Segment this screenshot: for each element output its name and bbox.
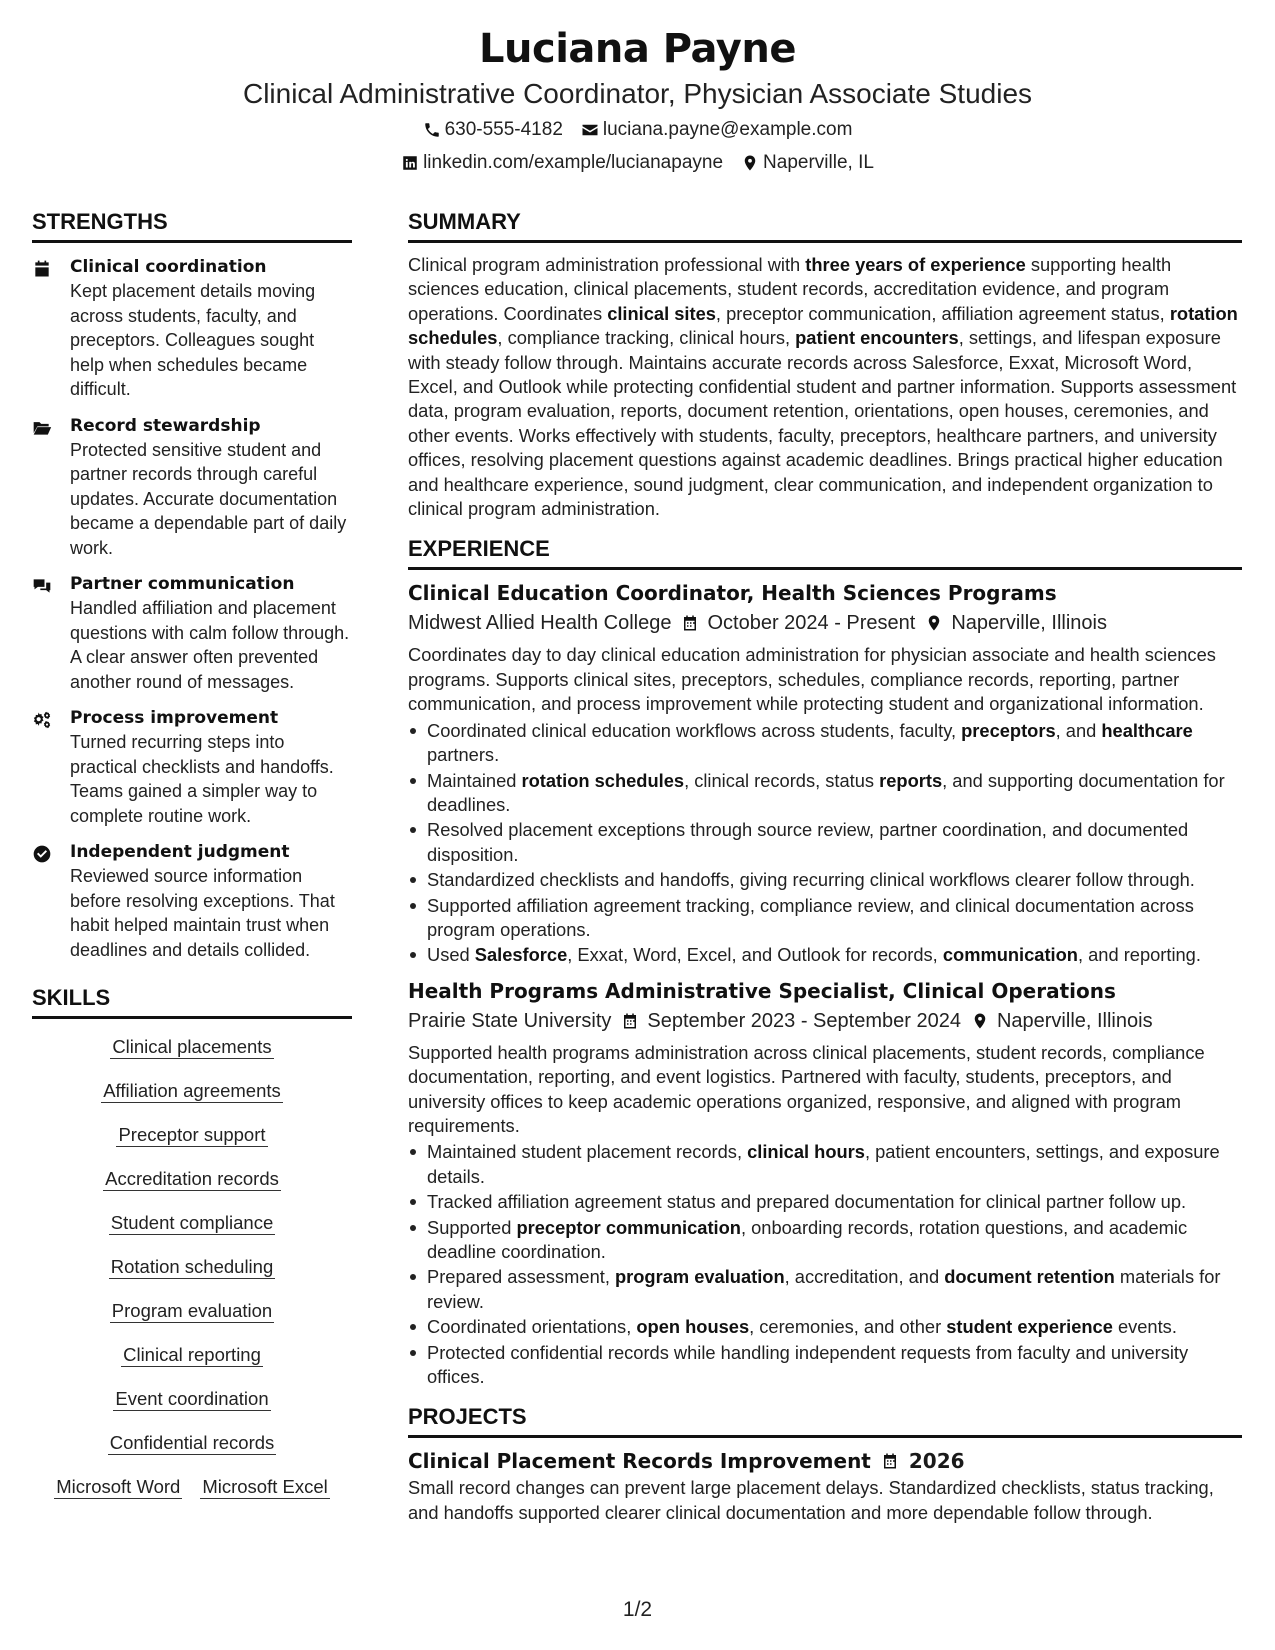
strength-title: Record stewardship <box>70 415 261 436</box>
candidate-title: Clinical Administrative Coordinator, Physician Associate Studies <box>242 78 1033 109</box>
strength-item <box>32 572 352 694</box>
strength-title: Clinical coordination <box>70 257 267 277</box>
skill-tag: Confidential records <box>109 1432 275 1453</box>
bullet-item: Maintained student placement records, clinical hours, patient encounters, settings, and exposure details. <box>408 1140 1242 1189</box>
job-title: Health Programs Administrative Specialist, Clinical Operations <box>408 978 1116 1003</box>
job-title: Clinical Education Coordinator, Health Sciences Programs <box>408 581 1057 606</box>
skills-list <box>32 1035 352 1499</box>
calendar-outline-icon <box>881 1452 899 1470</box>
skill-tag: Rotation scheduling <box>110 1256 274 1277</box>
project-year: 2026 <box>908 1449 965 1474</box>
job-meta <box>408 1007 1242 1035</box>
skill-tag: Student compliance <box>110 1212 274 1233</box>
bullet-item: Maintained rotation schedules, clinical records, status reports, and supporting documentation for deadlines. <box>408 769 1242 818</box>
resume-header <box>0 22 1275 175</box>
bullet-item: Coordinated orientations, open houses, ceremonies, and other student experience events. <box>408 1315 1242 1339</box>
job-org: Prairie State University <box>408 1009 612 1032</box>
bullet-item: Protected confidential records while handling independent requests from faculty and university offices. <box>408 1341 1242 1390</box>
experience-heading: EXPERIENCE <box>408 535 1242 570</box>
contact-linkedin[interactable] <box>401 151 723 175</box>
summary-text: Clinical program administration professional with three years of experience supporting health sciences education, clinical placements, student records, accreditation evidence, and program operations. Coordinates clinical sites, preceptor communication, affiliation agreement status, rotation schedules, compliance tracking, clinical hours, patient encounters, settings, and lifespan exposure with steady follow through. Maintains accurate records across Salesforce, Exxat, Microsoft Word, Excel, and Outlook while protecting confidential student and partner information. Supports assessment data, program evaluation, reports, document retention, orientations, open houses, ceremonies, and other events. Works effectively with students, faculty, preceptors, healthcare partners, and university offices, resolving placement questions against academic deadlines. Brings practical higher education and healthcare experience, sound judgment, clear communication, and independent organization to clinical program administration. <box>408 254 1238 520</box>
job-meta <box>408 609 1242 637</box>
envelope-icon <box>581 121 599 139</box>
phone-icon <box>423 121 441 139</box>
job-location: Naperville, Illinois <box>996 1009 1153 1032</box>
calendar-icon <box>32 259 52 279</box>
project-title: Clinical Placement Records Improvement <box>408 1449 871 1474</box>
strength-item <box>32 414 352 561</box>
phone-text: 630-555-4182 <box>444 119 563 140</box>
project-entry <box>408 1448 1242 1525</box>
skill-tag: Clinical placements <box>112 1036 272 1057</box>
comments-icon <box>32 576 52 596</box>
job-location: Naperville, Illinois <box>951 612 1107 635</box>
strength-desc: Protected sensitive student and partner records through careful updates. Accurate documentation became a dependable part of daily work. <box>70 439 347 558</box>
gears-icon <box>32 710 52 730</box>
job-entry <box>408 978 1242 1390</box>
contact-phone[interactable] <box>423 118 563 142</box>
bullet-item: Standardized checklists and handoffs, giving recurring clinical workflows clearer follow through. <box>408 868 1242 892</box>
strength-title: Independent judgment <box>70 842 290 862</box>
strength-desc: Turned recurring steps into practical checklists and handoffs. Teams gained a simpler way to complete routine work. <box>70 732 334 826</box>
strengths-heading: STRENGTHS <box>32 208 352 243</box>
contact-row-2 <box>0 151 1275 175</box>
folder-open-icon <box>32 418 52 438</box>
skill-tag: Clinical reporting <box>123 1344 261 1365</box>
skill-tag: Event coordination <box>115 1388 269 1409</box>
calendar-outline-icon <box>681 614 699 632</box>
job-org: Midwest Allied Health College <box>408 612 672 635</box>
linkedin-icon <box>401 154 419 172</box>
map-marker-icon <box>971 1012 989 1030</box>
job-bullets <box>408 719 1242 968</box>
bullet-item: Tracked affiliation agreement status and prepared documentation for clinical partner follow up. <box>408 1190 1242 1214</box>
strength-item <box>32 706 352 828</box>
projects-heading: PROJECTS <box>408 1403 1242 1438</box>
skill-tag: Accreditation records <box>105 1168 279 1189</box>
strength-desc: Reviewed source information before resolving exceptions. That habit helped maintain trust when deadlines and details collided. <box>70 866 335 960</box>
project-description: Small record changes can prevent large placement delays. Standardized checklists, status tracking, and handoffs supported clearer clinical documentation and more dependable follow through. <box>408 1477 1214 1523</box>
bullet-item: Supported preceptor communication, onboarding records, rotation questions, and academic deadline coordination. <box>408 1216 1242 1265</box>
candidate-name: Luciana Payne <box>479 26 796 72</box>
strength-item <box>32 840 352 962</box>
linkedin-text: linkedin.com/example/lucianapayne <box>423 152 724 173</box>
summary-heading: SUMMARY <box>408 208 1242 243</box>
contact-email[interactable] <box>581 118 853 142</box>
contact-location <box>741 151 874 175</box>
strength-item <box>32 255 352 402</box>
job-entry <box>408 580 1242 967</box>
right-column <box>408 208 1242 1525</box>
calendar-outline-icon <box>621 1012 639 1030</box>
skill-tag: Affiliation agreements <box>103 1080 281 1101</box>
job-description: Supported health programs administration across clinical placements, student records, compliance documentation, reporting, and event logistics. Partnered with faculty, students, preceptors, and university offices to keep academic operations organized, responsive, and aligned with program requirements. <box>408 1041 1205 1136</box>
contact-row-1 <box>0 118 1275 142</box>
job-dates: October 2024 - Present <box>707 612 916 635</box>
skill-tag: Program evaluation <box>111 1300 273 1321</box>
page-number: 1/2 <box>622 1598 653 1621</box>
strength-title: Partner communication <box>70 574 295 594</box>
skill-tag: Microsoft Word <box>56 1476 181 1497</box>
bullet-item: Prepared assessment, program evaluation, accreditation, and document retention materials for review. <box>408 1265 1242 1314</box>
map-marker-icon <box>741 154 759 172</box>
location-text: Naperville, IL <box>763 152 874 173</box>
job-description: Coordinates day to day clinical education administration for physician associate and health sciences programs. Supports clinical sites, preceptors, schedules, compliance records, reporting, partner communication, and process improvement while protecting student and organizational information. <box>408 644 1216 715</box>
left-column <box>32 208 352 1499</box>
email-text: luciana.payne@example.com <box>602 119 853 140</box>
check-circle-icon <box>32 844 52 864</box>
strength-title: Process improvement <box>70 708 279 728</box>
skill-tag: Preceptor support <box>118 1124 266 1145</box>
skill-tag: Microsoft Excel <box>202 1476 328 1497</box>
bullet-item: Resolved placement exceptions through source review, partner coordination, and documented disposition. <box>408 818 1242 867</box>
strength-desc: Kept placement details moving across students, faculty, and preceptors. Colleagues sought help when schedules became difficult. <box>70 281 316 399</box>
skills-heading: SKILLS <box>32 984 352 1019</box>
job-dates: September 2023 - September 2024 <box>647 1009 961 1032</box>
strength-desc: Handled affiliation and placement questions with calm follow through. A clear answer often prevented another round of messages. <box>70 598 350 692</box>
job-bullets <box>408 1140 1242 1389</box>
map-marker-icon <box>925 614 943 632</box>
bullet-item: Used Salesforce, Exxat, Word, Excel, and Outlook for records, communication, and reporting. <box>408 943 1242 967</box>
bullet-item: Coordinated clinical education workflows across students, faculty, preceptors, and healthcare partners. <box>408 719 1242 768</box>
bullet-item: Supported affiliation agreement tracking, compliance review, and clinical documentation across program operations. <box>408 894 1242 943</box>
